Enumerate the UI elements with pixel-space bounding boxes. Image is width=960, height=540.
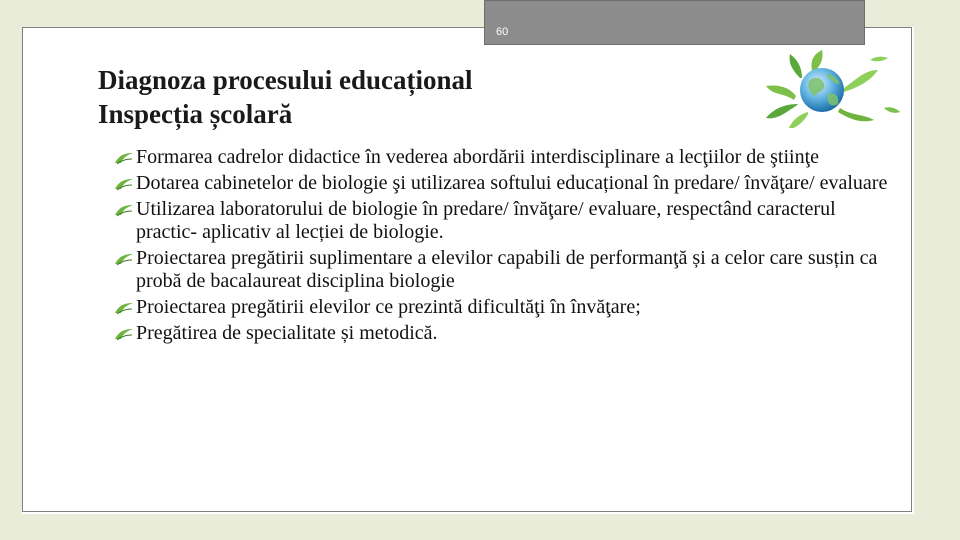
leaf-swoosh-icon xyxy=(114,151,134,165)
list-item xyxy=(114,172,894,195)
list-item xyxy=(114,247,894,293)
title-line-2: Inspecția școlară xyxy=(98,99,293,129)
list-item xyxy=(114,322,894,345)
bottom-band xyxy=(0,514,960,540)
leaf-swoosh-icon xyxy=(114,327,134,341)
bullet-text: Pregătirea de specialitate și metodică. xyxy=(136,322,438,344)
leaf-swoosh-icon xyxy=(114,252,134,266)
list-item xyxy=(114,198,894,244)
bullet-text: Proiectarea pregătirii suplimentare a elevilor capabili de performanţă și a celor care susțin ca probă de bacalaureat disciplina biologie xyxy=(136,247,878,292)
leaf-swoosh-icon xyxy=(114,301,134,315)
list-item xyxy=(114,296,894,319)
page-number: 60 xyxy=(496,26,509,38)
bullet-text: Dotarea cabinetelor de biologie şi utilizarea softului educațional în predare/ învăţare/ evaluare xyxy=(136,172,888,194)
left-band xyxy=(0,0,22,540)
page-number-tab xyxy=(484,0,865,45)
bullet-list xyxy=(114,146,894,348)
bullet-text: Proiectarea pregătirii elevilor ce prezintă dificultăţi în învăţare; xyxy=(136,296,641,318)
list-item xyxy=(114,146,894,169)
slide-title xyxy=(98,63,658,131)
right-band xyxy=(914,0,960,540)
leaf-swoosh-icon xyxy=(114,177,134,191)
title-line-1: Diagnoza procesului educațional xyxy=(98,65,473,95)
bullet-text: Formarea cadrelor didactice în vederea abordării interdisciplinare a lecţiilor de ştiinţe xyxy=(136,146,820,168)
bullet-text: Utilizarea laboratorului de biologie în predare/ învăţare/ evaluare, respectând caracterul practic- aplicativ al lecției de biologie. xyxy=(136,198,836,243)
leaf-swoosh-icon xyxy=(114,203,134,217)
globe-with-leaves-icon xyxy=(752,48,902,128)
